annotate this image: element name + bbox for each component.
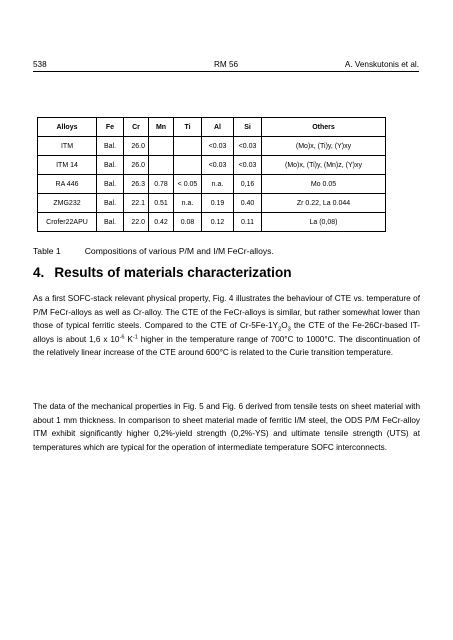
paragraph-mechanical: The data of the mechanical properties in Fig. 5 and Fig. 6 derived from tensile tests on sheet material with about 1 mm thickness. In comparison to sheet material made of ferritic I/M steel, the ODS P/M FeCr-alloy ITM exhibit significantly higher 0,2%-yield strength (0,2%-YS) and ultimate tensile strength (UTS) at temperatures which are typical for the operation of intermediate temperature SOFC interconnects. (33, 402, 420, 452)
table-cell: 0.08 (174, 213, 202, 232)
table-cell: 0.19 (202, 194, 234, 213)
table-cell: 22.0 (124, 213, 149, 232)
table-row (38, 194, 386, 213)
table-header-cell: Fe (97, 118, 124, 137)
table-header-cell: Alloys (38, 118, 97, 137)
table-cell: 0.12 (202, 213, 234, 232)
section-heading (33, 265, 292, 280)
table-cell: 0.51 (149, 194, 174, 213)
subscript: 3 (287, 326, 291, 333)
page-number: 538 (33, 60, 47, 69)
table-cell: ITM (38, 137, 97, 156)
table-cell: 26.0 (124, 156, 149, 175)
table-cell: 0.40 (234, 194, 262, 213)
table-cell: (Mo)x, (Ti)y, (Y)xy (262, 137, 386, 156)
table-cell: 22.1 (124, 194, 149, 213)
table-cell: Bal. (97, 194, 124, 213)
text-run: the CTE of the Fe-26Cr-based IT-alloys is about 1,6 x 10 (33, 321, 420, 344)
text-run: O (281, 321, 288, 330)
table-cell: Bal. (97, 156, 124, 175)
table-caption (33, 246, 274, 256)
table-cell (174, 137, 202, 156)
superscript: -1 (132, 333, 138, 340)
table-cell (174, 156, 202, 175)
table-cell: n.a. (202, 175, 234, 194)
table-cell: 0,16 (234, 175, 262, 194)
table-row (38, 213, 386, 232)
table-row (38, 137, 386, 156)
table-cell: ITM 14 (38, 156, 97, 175)
table-cell: <0.03 (202, 137, 234, 156)
paragraph-cte (33, 292, 420, 360)
text-run: higher in the temperature range of 700°C to 1000°C. The discontinuation of the relatively linear increase of the CTE around 600°C is related to the Curie transition temperature. (33, 334, 420, 357)
table-cell: n.a. (174, 194, 202, 213)
table-cell: Crofer22APU (38, 213, 97, 232)
table-cell (149, 137, 174, 156)
table-cell: Bal. (97, 213, 124, 232)
table-cell: 26.0 (124, 137, 149, 156)
superscript: -6 (119, 333, 125, 340)
table-cell: ZMG232 (38, 194, 97, 213)
running-authors: A. Venskutonis et al. (344, 60, 419, 69)
caption-label: Table 1 (33, 246, 61, 256)
table-cell: <0.03 (234, 137, 262, 156)
text-run: K (124, 334, 133, 344)
header-rule (33, 71, 419, 72)
alloy-composition-table (37, 117, 386, 232)
section-number: 4. (33, 265, 45, 280)
table-cell: (Mo)x, (Ti)y, (Mn)z, (Y)xy (262, 156, 386, 175)
table-row (38, 156, 386, 175)
caption-text: Compositions of various P/M and I/M FeCr-alloys. (84, 246, 274, 256)
table-cell: Bal. (97, 137, 124, 156)
table-header-row (38, 118, 386, 137)
section-title: Results of materials characterization (54, 265, 292, 280)
table-header-cell: Al (202, 118, 234, 137)
table-header-cell: Cr (124, 118, 149, 137)
table-cell: RA 446 (38, 175, 97, 194)
table-cell: 0.78 (149, 175, 174, 194)
table-cell: < 0.05 (174, 175, 202, 194)
subscript: 2 (278, 326, 282, 333)
table-header-cell: Ti (174, 118, 202, 137)
table-cell: <0.03 (202, 156, 234, 175)
table-header-cell: Mn (149, 118, 174, 137)
table-row (38, 175, 386, 194)
table-cell: 0.42 (149, 213, 174, 232)
table-header-cell: Others (262, 118, 386, 137)
table-cell: Zr 0.22, La 0.044 (262, 194, 386, 213)
table-cell: Bal. (97, 175, 124, 194)
table-header-cell: Si (234, 118, 262, 137)
table-cell: Mo 0.05 (262, 175, 386, 194)
table-cell: 0.11 (234, 213, 262, 232)
text-run: As a first SOFC-stack relevant physical property, Fig. 4 illustrates the behaviour of CTE vs. temperature of P/M FeCr-alloys as well as Cr-alloy. The CTE of the FeCr-alloys is similar, but rather somewhat lower than those of typical ferritic steels. Compared to the CTE of Cr-5Fe-1Y (33, 294, 420, 330)
table-cell: La (0,08) (262, 213, 386, 232)
table-cell (149, 156, 174, 175)
table-cell: <0.03 (234, 156, 262, 175)
journal-ref: RM 56 (213, 60, 239, 69)
table-cell: 26.3 (124, 175, 149, 194)
